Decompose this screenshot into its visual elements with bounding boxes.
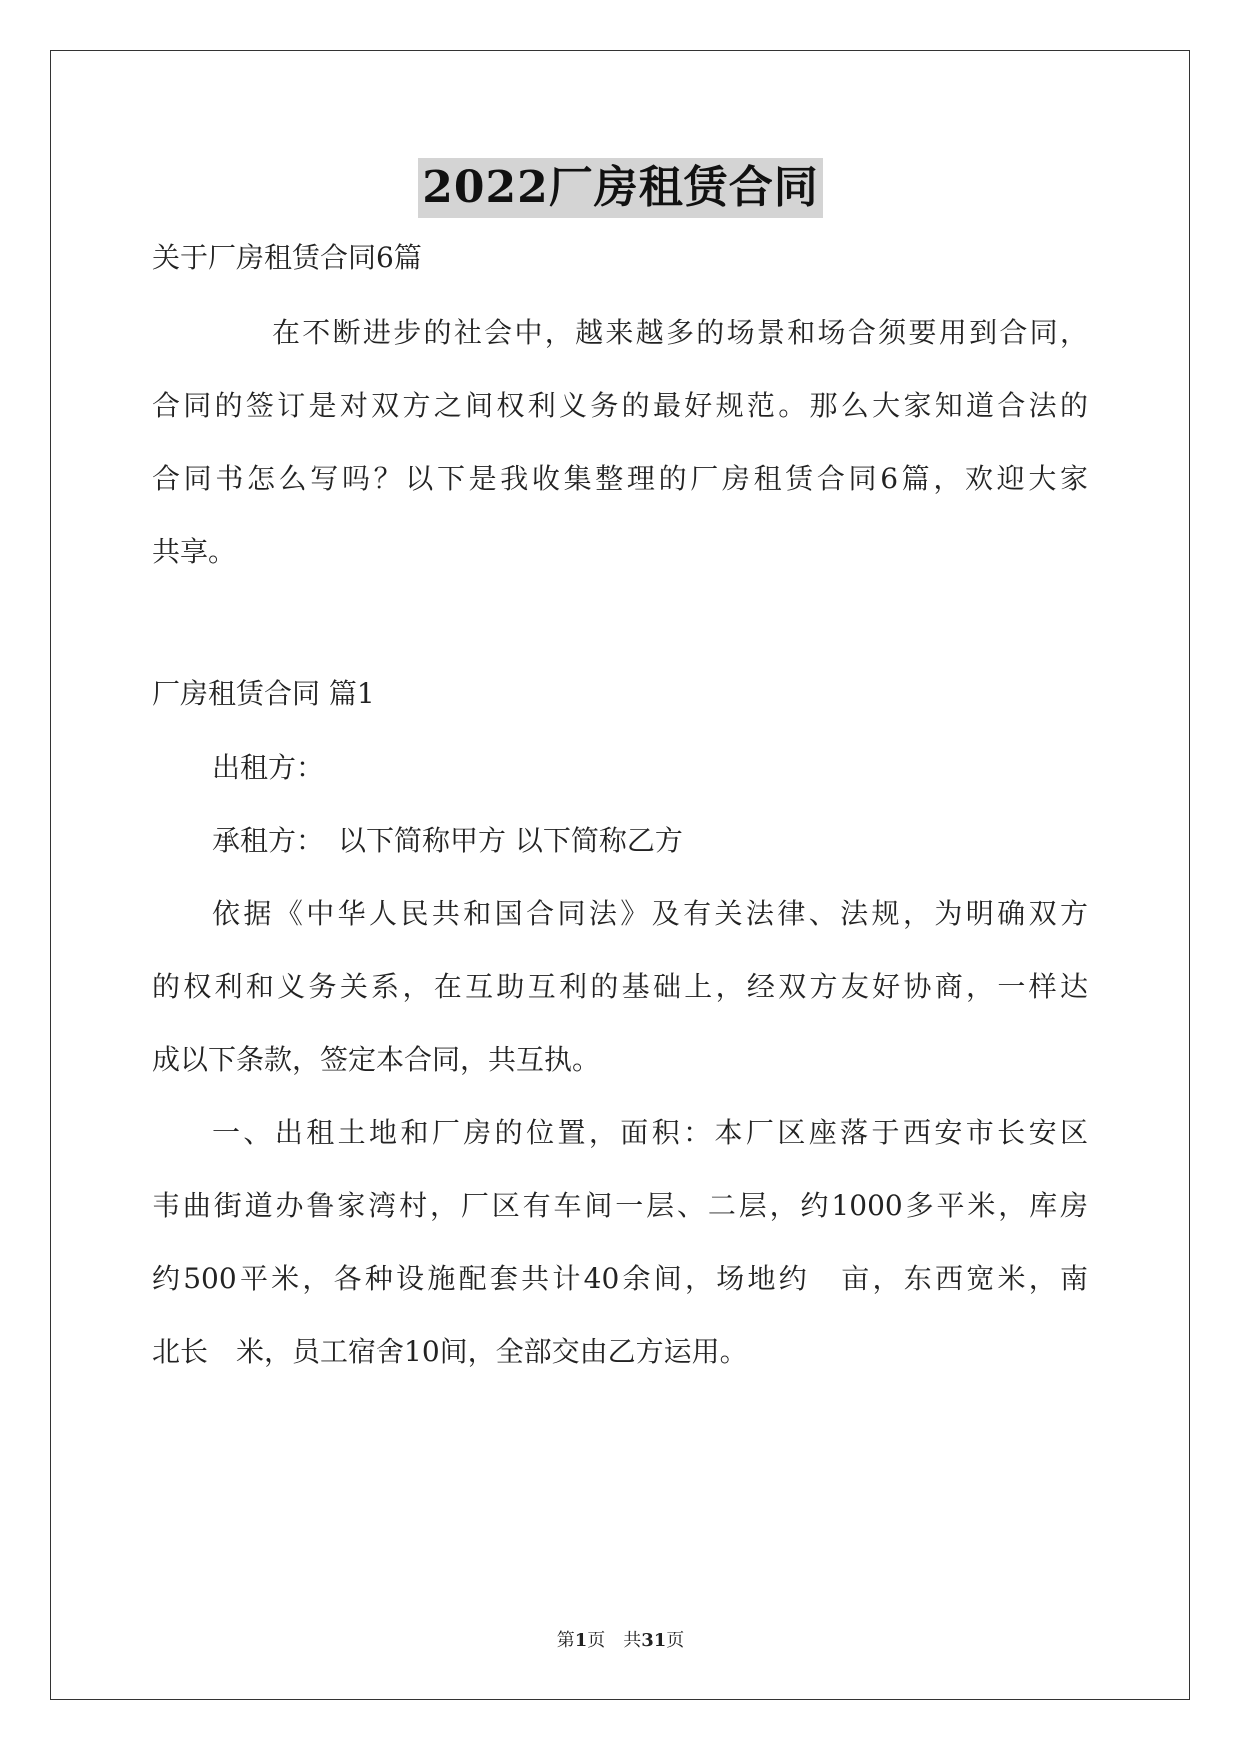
title-container: [0, 158, 1241, 218]
paragraph-line: 约500平米，各种设施配套共计40余间，场地约 亩，东西宽米，南: [152, 1262, 1088, 1295]
footer-mid: 页 共: [587, 1630, 642, 1651]
paragraph-line: 依据《中华人民共和国合同法》及有关法律、法规，为明确双方: [212, 897, 1088, 930]
paragraph-line: 韦曲街道办鲁家湾村，厂区有车间一层、二层，约1000多平米，库房: [152, 1189, 1088, 1222]
page-border: [50, 50, 1190, 1700]
page-current: 1: [574, 1630, 588, 1651]
intro-heading: 关于厂房租赁合同6篇: [152, 241, 422, 274]
paragraph-line: 一、出租土地和厂房的位置，面积：本厂区座落于西安市长安区: [212, 1116, 1088, 1149]
page-footer: [0, 1630, 1241, 1652]
paragraph-line: 在不断进步的社会中，越来越多的场景和场合须要用到合同，: [272, 316, 1088, 349]
paragraph-line: 成以下条款，签定本合同，共互执。: [152, 1043, 601, 1076]
paragraph-line: 共享。: [152, 535, 237, 568]
lessee-label: 承租方： 以下简称甲方 以下简称乙方: [212, 824, 683, 857]
section-heading: 厂房租赁合同 篇1: [152, 677, 375, 710]
footer-suffix: 页: [666, 1630, 685, 1651]
document-title: 2022厂房租赁合同: [418, 158, 822, 218]
paragraph-line: 合同的签订是对双方之间权利义务的最好规范。那么大家知道合法的: [152, 389, 1088, 422]
page-total: 31: [641, 1630, 667, 1651]
paragraph-line: 北长 米，员工宿舍10间，全部交由乙方运用。: [152, 1335, 748, 1368]
lessor-label: 出租方：: [212, 751, 325, 784]
paragraph-line: 的权利和义务关系，在互助互利的基础上，经双方友好协商，一样达: [152, 970, 1088, 1003]
footer-prefix: 第: [556, 1630, 575, 1651]
paragraph-line: 合同书怎么写吗？以下是我收集整理的厂房租赁合同6篇，欢迎大家: [152, 462, 1088, 495]
